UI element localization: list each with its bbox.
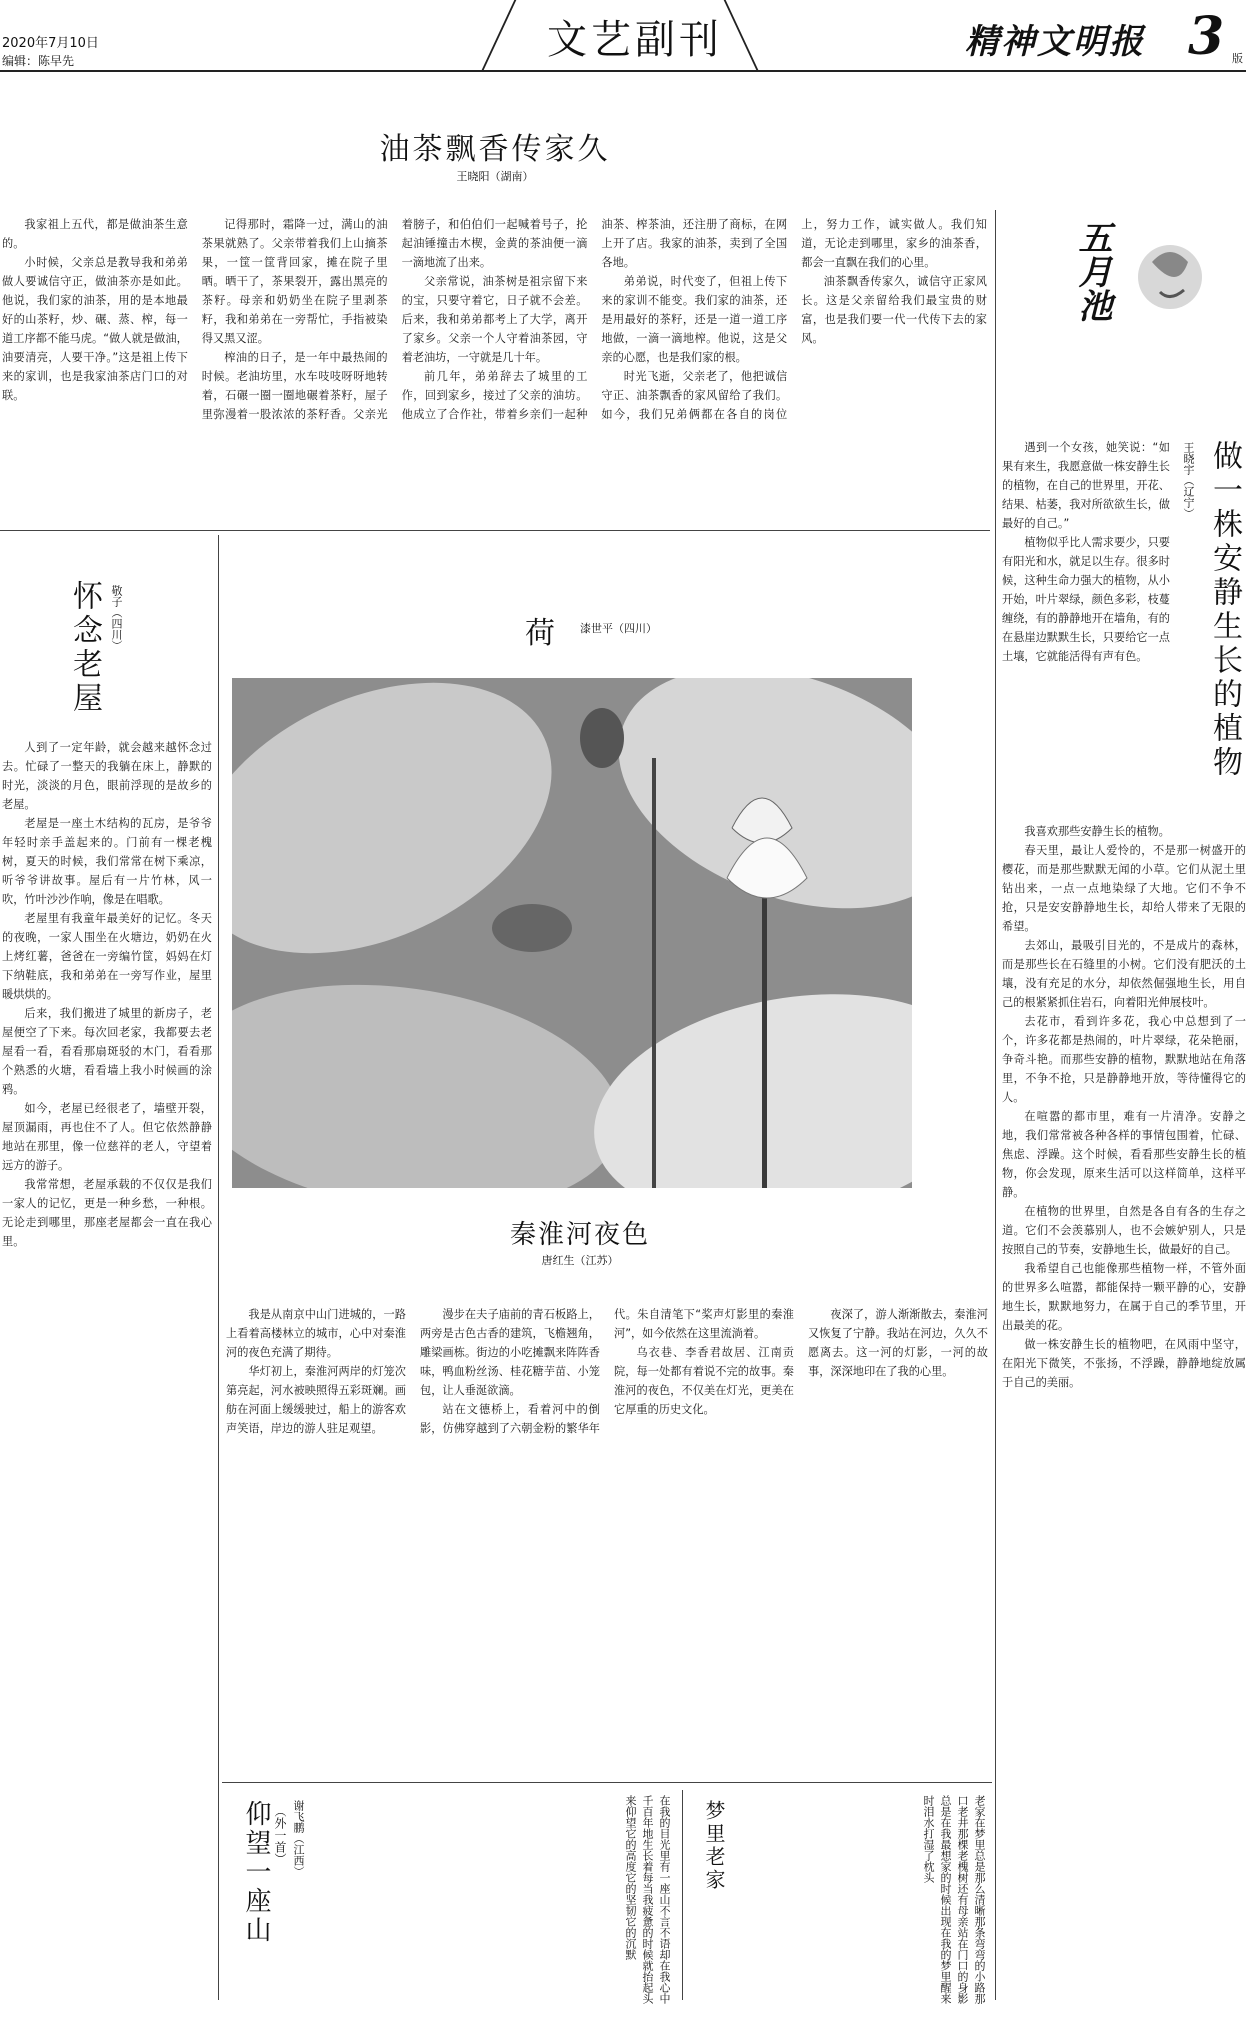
paragraph: 记得那时，霜降一过，满山的油茶果就熟了。父亲带着我们上山摘茶果，一筐一筐背回家，摊在院子里晒。晒干了，茶果裂开，露出黑亮的茶籽。母亲和奶奶坐在院子里剥茶籽，我和弟弟在一旁帮忙，手指被染得又黑又涩。 — [201, 218, 388, 345]
paragraph: 榨油的日子，是一年中最热闹的时候。老油坊里，水车吱吱呀呀地转着，石碾一圈一圈地碾着茶籽，屋子里弥漫着一股浓浓的茶籽香。父亲光着膀子，和伯伯们一起喊着号子，抡起油锤撞击木楔，金黄的茶油便一滴一滴地流了出来。 — [201, 218, 588, 421]
paragraph: 春天里，最让人爱怜的，不是那一树盛开的樱花，而是那些默默无闻的小草。它们从泥土里钻出来，一点一点地染绿了大地。它们不争不抢，只是安安静静地生长，却给人带来了无限的希望。 — [1002, 844, 1246, 933]
lotus-image — [232, 678, 912, 1188]
paragraph: 前几年，弟弟辞去了城里的工作，回到家乡，接过了父亲的油坊。他成立了合作社，带着乡亲们一起种油茶、榨茶油，还注册了商标，在网上开了店。我家的油茶，卖到了全国各地。 — [401, 218, 788, 421]
paragraph: 植物似乎比人需求要少，只要有阳光和水，就足以生存。很多时候，这种生命力强大的植物，从小开始，叶片翠绿，颜色多彩，枝蔓缠绕，有的静静地开在墙角，有的在悬崖边默默生长，只要给它一点土壤，它就能活得有声有色。 — [1002, 536, 1170, 663]
paragraph: 乌衣巷、李香君故居、江南贡院，每一处都有着说不完的故事。秦淮河的夜色，不仅美在灯光，更美在它厚重的历史文化。 — [614, 1346, 794, 1416]
paragraph: 我常常想，老屋承载的不仅仅是我们一家人的记忆，更是一种乡愁，一种根。无论走到哪里，那座老屋都会一直在我心里。 — [2, 1178, 212, 1248]
poem-subtitle: （外一首） — [273, 1805, 287, 1865]
article-title: 做一株安静生长的植物 — [1207, 440, 1242, 780]
paragraph: 我希望自己也能像那些植物一样，不管外面的世界多么喧嚣，都能保持一颗平静的心，安静地生长，默默地努力，在属于自己的季节里，开出最美的花。 — [1002, 1262, 1246, 1332]
page-number-suffix: 版 — [1232, 52, 1243, 65]
page-header — [0, 0, 1246, 72]
paragraph: 父亲常说，油茶树是祖宗留下来的宝，只要守着它，日子就不会差。后来，我和弟弟都考上了大学，离开了家乡。父亲一个人守着油茶园，守着老油坊，一守就是几十年。 — [401, 275, 588, 364]
article-body — [1002, 822, 1246, 1994]
paragraph: 站在文德桥上，看着河中的倒影，仿佛穿越到了六朝金粉的繁华年代。朱自清笔下“桨声灯影里的秦淮河”，如今依然在这里流淌着。 — [420, 1308, 794, 1435]
article-title: 秦淮河夜色 — [509, 1220, 650, 1250]
poem-body: 老家在梦里总是那么清晰那条弯弯的小路那口老井那棵老槐树还有母亲站在门口的身影总是在我最想家的时候出现在我的梦里醒来时泪水打湿了枕头 — [922, 1795, 986, 2004]
paragraph: 夜深了，游人渐渐散去，秦淮河又恢复了宁静。我站在河边，久久不愿离去。这一河的灯影，一河的故事，深深地印在了我的心里。 — [808, 1308, 988, 1378]
photo-author: 漆世平（四川） — [580, 622, 657, 635]
poem-title: 梦里老家 — [702, 1800, 726, 1892]
paragraph: 华灯初上，秦淮河两岸的灯笼次第亮起，河水被映照得五彩斑斓。画舫在河面上缓缓驶过，船上的游客欢声笑语，岸边的游人驻足观望。 — [226, 1365, 406, 1435]
paragraph: 如今，老屋已经很老了，墙壁开裂，屋顶漏雨，再也住不了人。但它依然静静地站在那里，像一位慈祥的老人，守望着远方的游子。 — [2, 1102, 212, 1172]
paragraph: 遇到一个女孩，她笑说：“如果有来生，我愿意做一株安静生长的植物，在自己的世界里，开花、结果、枯萎，我对所欲欲生长，做最好的自己。” — [1002, 441, 1170, 530]
paragraph: 后来，我们搬进了城里的新房子，老屋便空了下来。每次回老家，我都要去老屋看一看，看看那扇斑驳的木门，看看那个熟悉的火塘，看看墙上我小时候画的涂鸦。 — [2, 1007, 212, 1096]
paragraph: 弟弟说，时代变了，但祖上传下来的家训不能变。我们家的油茶，还是用最好的茶籽，还是一道一道工序地做，一滴一滴地榨。他说，这是父亲的心愿，也是我们家的根。 — [601, 275, 788, 364]
article-body — [226, 1305, 988, 1775]
paragraph: 小时候，父亲总是教导我和弟弟做人要诚信守正，做油茶亦是如此。他说，我们家的油茶，用的是本地最好的山茶籽，炒、碾、蒸、榨，每一道工序都不能马虎。“做人就是做油，油要清亮，人要干净。”这是祖上传下来的家训，也是我家油茶店门口的对联。 — [2, 256, 188, 402]
paragraph: 在植物的世界里，自然是各自有各的生存之道。它们不会羡慕别人，也不会嫉妒别人，只是按照自己的节奏，安静地生长，做最好的自己。 — [1002, 1205, 1246, 1256]
poem-title: 仰望一座山 — [241, 1800, 271, 1945]
article-author: 王晓宇（辽宁） — [1182, 442, 1195, 519]
paragraph: 我是从南京中山门进城的，一路上看着高楼林立的城市，心中对秦淮河的夜色充满了期待。 — [226, 1308, 406, 1359]
divider — [222, 1782, 992, 1783]
paragraph: 去花市，看到许多花，我心中总想到了一个，许多花都是热闹的，叶片翠绿，花朵艳丽，争奇斗艳。而那些安静的植物，默默地站在角落里，不争不抢，只是静静地开放，等待懂得它的人。 — [1002, 1015, 1246, 1104]
divider — [218, 535, 219, 2000]
lotus-photo — [232, 678, 912, 1188]
divider — [995, 210, 996, 2000]
paper-name: 精神文明报 — [965, 22, 1145, 62]
article-author: 敬子（四川） — [110, 585, 123, 651]
divider — [682, 1790, 683, 2000]
article-body — [2, 215, 987, 515]
issue-date: 2020年7月10日 — [2, 36, 99, 51]
divider — [0, 530, 990, 531]
photo-title: 荷 — [525, 616, 555, 651]
page-number: 3 — [1188, 6, 1225, 67]
article-body — [2, 738, 212, 1996]
poem-body: 在我的目光里有一座山不言不语却在我心中千百年地生长着每当我疲惫的时候就抬起头来仰望它的高度它的坚韧它的沉默 — [624, 1795, 671, 2004]
header-divider — [454, 0, 517, 70]
paragraph: 做一株安静生长的植物吧，在风雨中坚守，在阳光下微笑，不张扬，不浮躁，静静地绽放属于自己的美丽。 — [1002, 1338, 1246, 1389]
paragraph: 我家祖上五代，都是做油茶生意的。 — [2, 218, 188, 250]
article-author: 唐红生（江苏） — [541, 1254, 619, 1267]
paragraph: 漫步在夫子庙前的青石板路上，两旁是古色古香的建筑，飞檐翘角，雕梁画栋。街边的小吃摊飘来阵阵香味，鸭血粉丝汤、桂花糖芋苗、小笼包，让人垂涎欲滴。 — [420, 1308, 600, 1397]
paragraph: 时光飞逝，父亲老了，他把诚信守正、油茶飘香的家风留给了我们。如今，我们兄弟俩都在各自的岗位上，努力工作，诚实做人。我们知道，无论走到哪里，家乡的油茶香，都会一直飘在我们的心里。 — [601, 218, 987, 421]
paragraph: 油茶飘香传家久，诚信守正家风长。这是父亲留给我们最宝贵的财富，也是我们要一代一代传下去的家风。 — [801, 275, 987, 345]
paragraph: 老屋是一座土木结构的瓦房，是爷爷年轻时亲手盖起来的。门前有一棵老槐树，夏天的时候，我们常常在树下乘凉，听爷爷讲故事。屋后有一片竹林，风一吹，竹叶沙沙作响，像是在唱歌。 — [2, 817, 212, 906]
paragraph: 在喧嚣的都市里，难有一片清净。安静之地，我们常常被各种各样的事情包围着，忙碌、焦虑、浮躁。这个时候，看看那些安静生长的植物，你会发现，原来生活可以这样简单，这样平静。 — [1002, 1110, 1246, 1199]
poem-author: 谢飞鹏（江西） — [292, 1800, 305, 1877]
editor-line: 编辑：陈早先 — [2, 54, 75, 68]
article-title: 怀念老屋 — [67, 580, 102, 716]
paragraph: 老屋里有我童年最美好的记忆。冬天的夜晚，一家人围坐在火塘边，奶奶在火上烤红薯，爸爸在一旁编竹筐，妈妈在灯下纳鞋底，我和弟弟在一旁写作业，屋里暖烘烘的。 — [2, 912, 212, 1001]
article-body — [1002, 438, 1170, 820]
article-author: 王晓阳（湖南） — [456, 170, 534, 183]
column-title: 文艺副刊 — [547, 17, 723, 63]
column-logo — [1060, 222, 1220, 342]
paragraph: 我喜欢那些安静生长的植物。 — [1024, 825, 1170, 838]
paragraph: 人到了一定年龄，就会越来越怀念过去。忙碌了一整天的我躺在床上，静默的时光，淡淡的月色，眼前浮现的是故乡的老屋。 — [2, 741, 212, 811]
logo-text: 五月池 — [1072, 220, 1112, 322]
article-title: 油茶飘香传家久 — [379, 132, 611, 167]
paragraph: 去郊山，最吸引目光的，不是成片的森林，而是那些长在石缝里的小树。它们没有肥沃的土壤，没有充足的水分，却依然倔强地生长，用自己的根紧紧抓住岩石，向着阳光伸展枝叶。 — [1002, 939, 1246, 1009]
